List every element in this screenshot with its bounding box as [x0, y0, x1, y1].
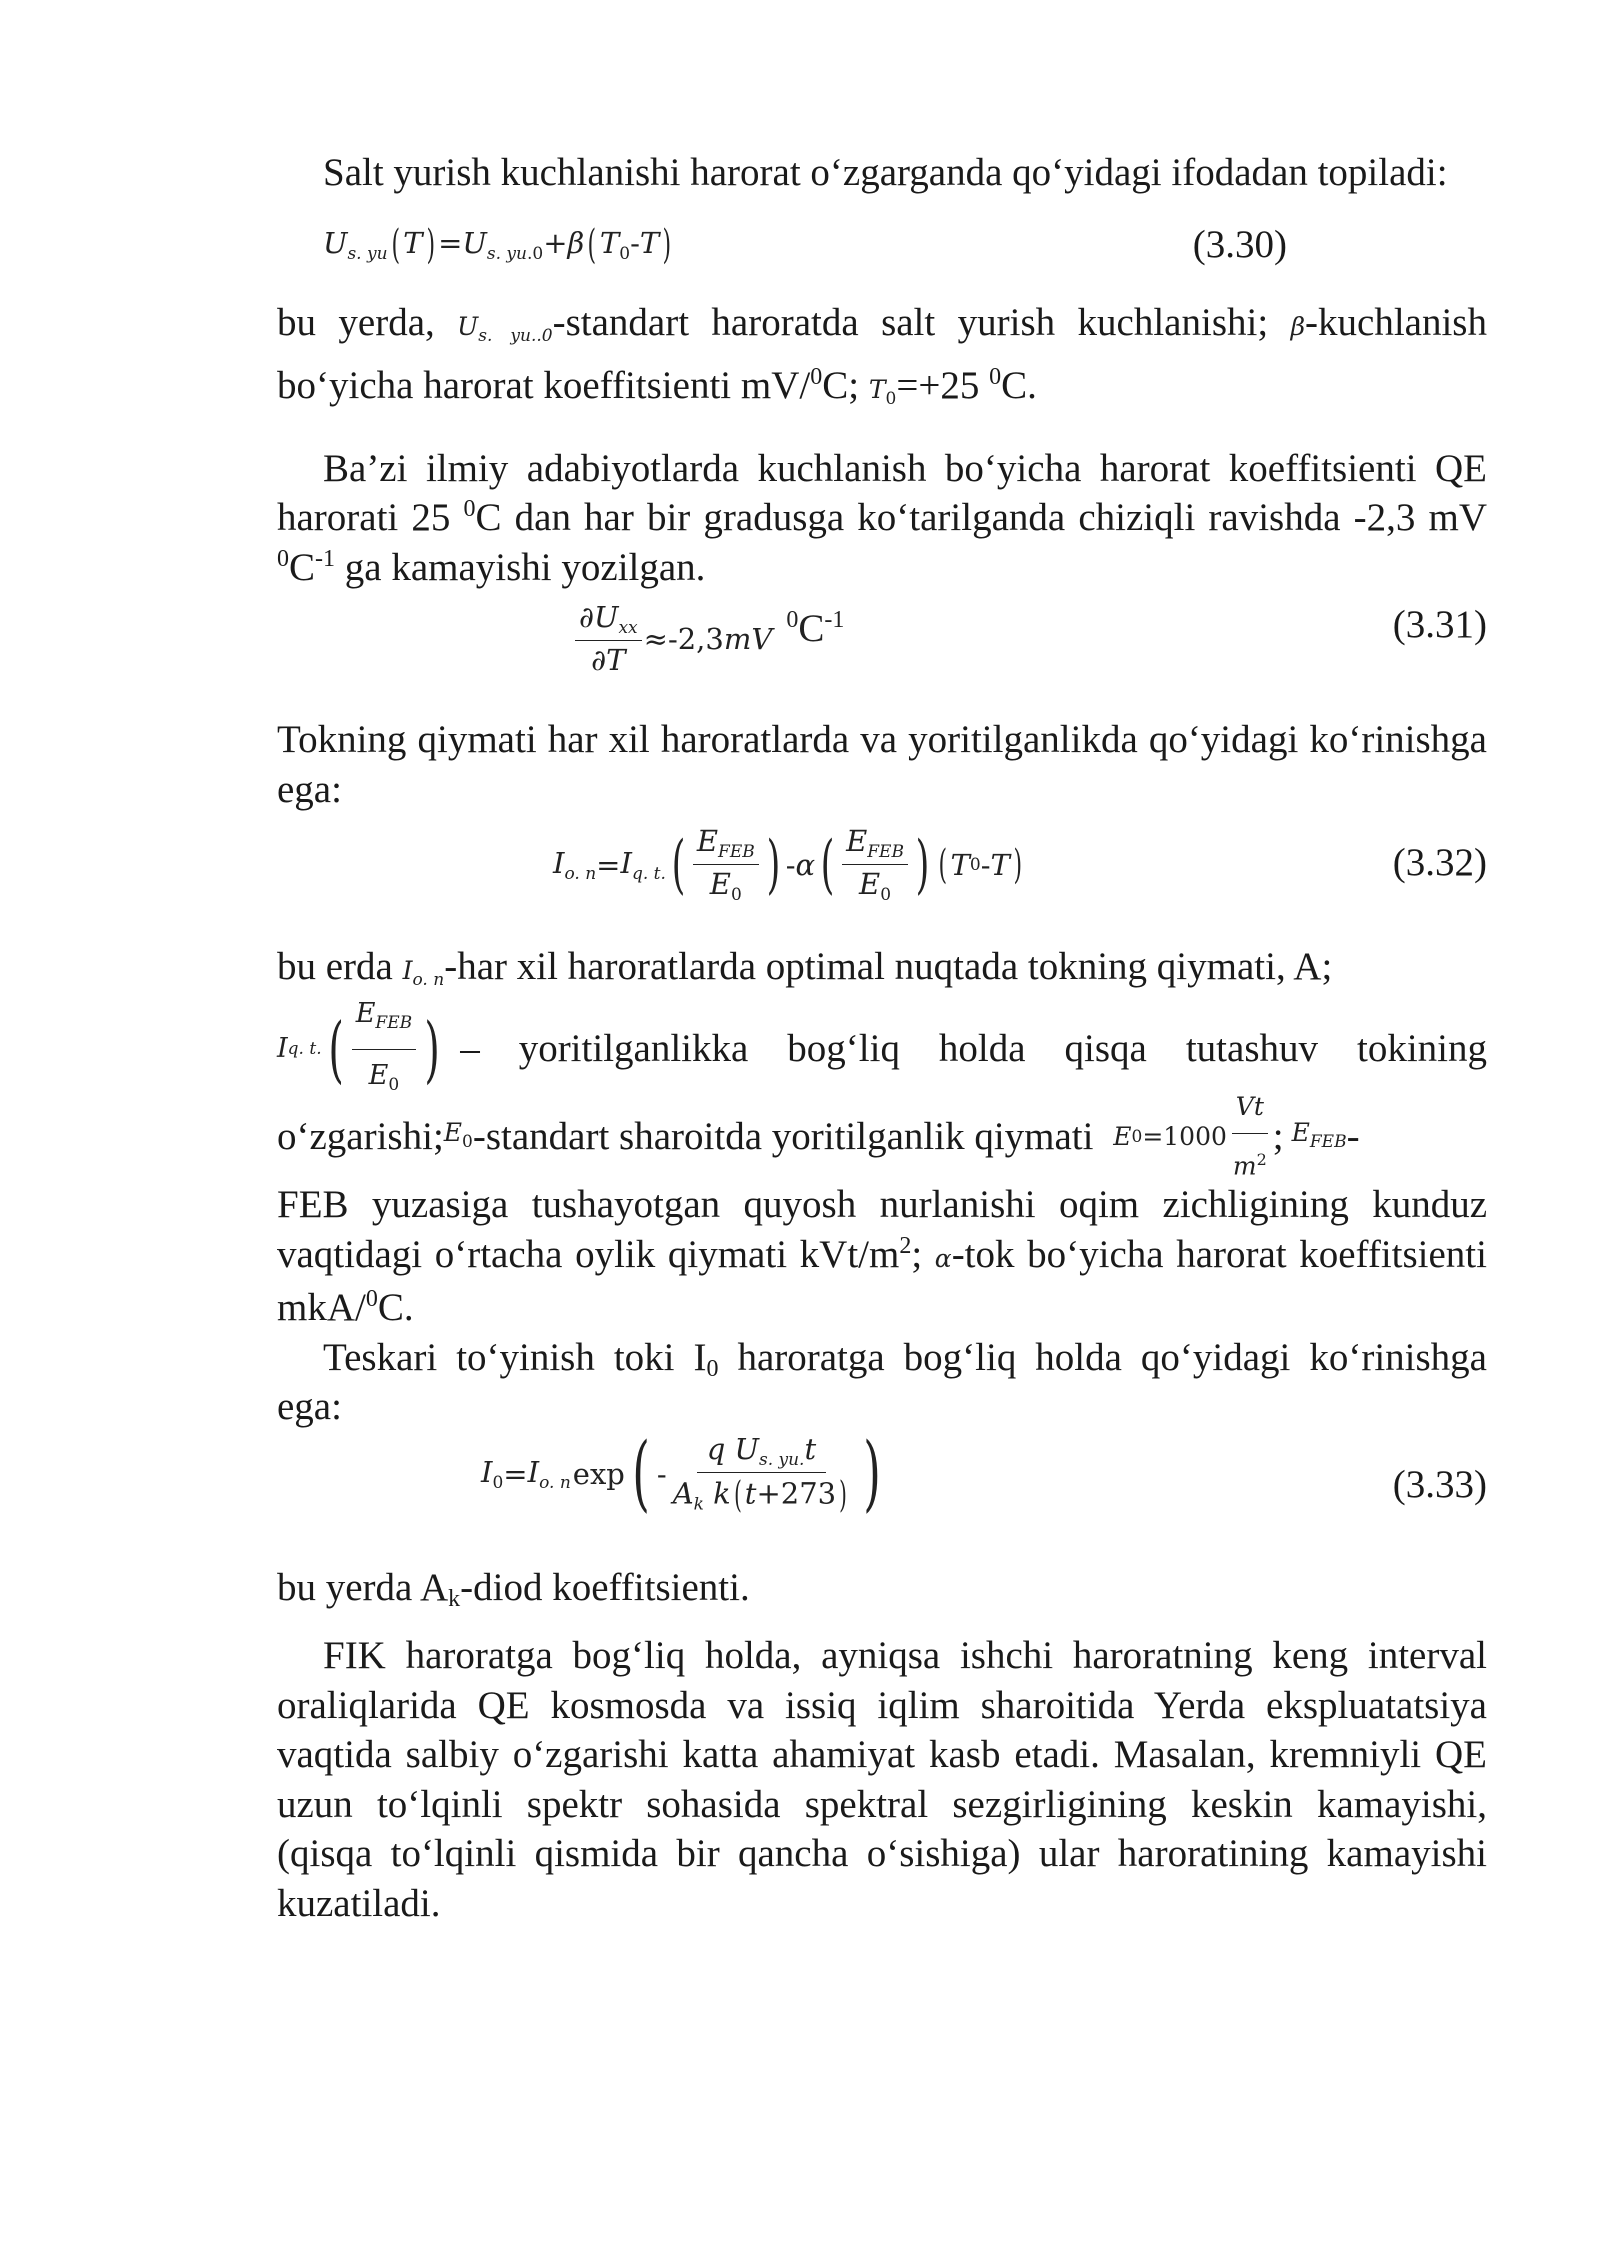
- value-e0-1000: E 0 = 1000 $\frac{Vt}{m^2}$: [1113, 1083, 1273, 1190]
- equation-3-30: [277, 198, 1487, 298]
- paragraph-intro: Salt yurish kuchlanishi harorat o‘zgarganda qo‘yidagi ifodadan topiladi:: [323, 151, 1448, 194]
- paragraph-diode-coef: bu yerda $A_k$-diod koeffitsienti.: [277, 1565, 750, 1612]
- equation-3-30-formula: $U_{s. yu}$( $T) =U_{s. yu.0}+\beta$( $T_0-T$): [323, 221, 672, 268]
- paragraph-where-2-cont: I q. t. ( $\frac{E_{FEB}}{E_0}$ ) – yoritilganlikka bog‘liq holda qisqa tutashuv tokining: [277, 1004, 1487, 1094]
- symbol-beta: β: [1290, 311, 1306, 341]
- symbol-t0: $T_0$: [868, 375, 897, 409]
- symbol-i-qt: I q. t. ( $\frac{E_{FEB}}{E_0}$ ): [277, 990, 446, 1109]
- equation-3-31-formula: $\frac{\partial U_{xx}}{\partial T}$ ≈ -2,3 mV $^0C^{-1}$: [573, 600, 844, 677]
- paragraph-feb: FEB yuzasiga tushayotgan quyosh nurlanishi oqim zichligining kunduz vaqtidagi o‘rtacha oylik qiymati kVt/$m^2$; α-tok bo‘yicha harorat koeffitsienti mkA/$^0$C.: [277, 1183, 1487, 1329]
- equation-number: (3.32): [1392, 841, 1487, 884]
- paragraph-fik: FIK haroratga bog‘liq holda, ayniqsa ishchi haroratning keng interval oraliqlarida QE kosmosda va issiq iqlim sharoitida Yerda ekspluatatsiya vaqtida salbiy o‘zgarishi katta ahamiyat kasb etadi. Masalan, kremniyli QE uzun to‘lqinli spektr sohasida spektral sezgirligining keskin kamayishi, (qisqa to‘lqinli qismida bir qancha o‘sishiga) ular haroratining kamayishi kuzatiladi.: [277, 1634, 1487, 1925]
- paragraph-where-2-line3: o‘zgarishi; $E_0$ -standart sharoitda yoritilganlik qiymati E 0 = 1000 $\frac{Vt}{m^2}$ ; $E_{FEB}$ -: [277, 1094, 1487, 1180]
- paragraph-reverse-current: Teskari to‘yinish toki $I_0$ haroratga bog‘liq holda qo‘yidagi ko‘rinishga ega:: [277, 1335, 1487, 1428]
- equation-number: (3.31): [1392, 603, 1487, 646]
- equation-3-31: [277, 592, 1487, 696]
- equation-3-32-formula: $I_{o. n}$ = $I_{q. t.}$ ( $\frac{E_{FEB}}{E_0}$ ) - α ( $\frac{E_{FEB}}{E_0}$ ) ( T 0 - T ): [553, 824, 1022, 905]
- equation-3-33: [277, 1425, 1487, 1544]
- symbol-e-feb: $E_{FEB}$: [1291, 1117, 1347, 1152]
- equation-3-33-formula: $I_0$ = $I_{o. n}$ exp ( - $\frac{q U_{s. yu.}t}{A_k k( t+273)}$ ): [481, 1425, 881, 1521]
- paragraph-current: Tokning qiymati har xil haroratlarda va yoritilganlikda qo‘yidagi ko‘rinishga ega:: [277, 718, 1487, 811]
- document-body: [277, 148, 1487, 1928]
- equation-number: (3.33): [1392, 1462, 1487, 1506]
- equation-3-32: [277, 814, 1487, 924]
- paragraph-where-2: bu erda $I_{o. n}$-har xil haroratlarda optimal nuqtada tokning qiymati, A;: [277, 945, 1333, 990]
- symbol-u-syu0: $U_{s. yu..0}$: [457, 311, 553, 346]
- paragraph-where-1: bu yerda, $U_{s. yu..0}$-standart haroratda salt yurish kuchlanishi; β-kuchlanish bo‘yicha harorat koeffitsienti mV/$^0$C; $T_0=+25$ $^0$C.: [277, 300, 1487, 409]
- symbol-i-on: $I_{o. n}$: [402, 956, 445, 990]
- symbol-e0: $E_0$: [443, 1117, 473, 1152]
- equation-number: (3.30): [1192, 222, 1287, 266]
- symbol-alpha: α: [934, 1243, 952, 1273]
- paragraph-literature: Ba’zi ilmiy adabiyotlarda kuchlanish bo‘yicha harorat koeffitsienti QE harorati 25 $^0$C dan har bir gradusga ko‘tarilganda chiziqli ravishda -2,3 mV $^0C^{-1}$ ga kamayishi yozilgan.: [277, 446, 1487, 589]
